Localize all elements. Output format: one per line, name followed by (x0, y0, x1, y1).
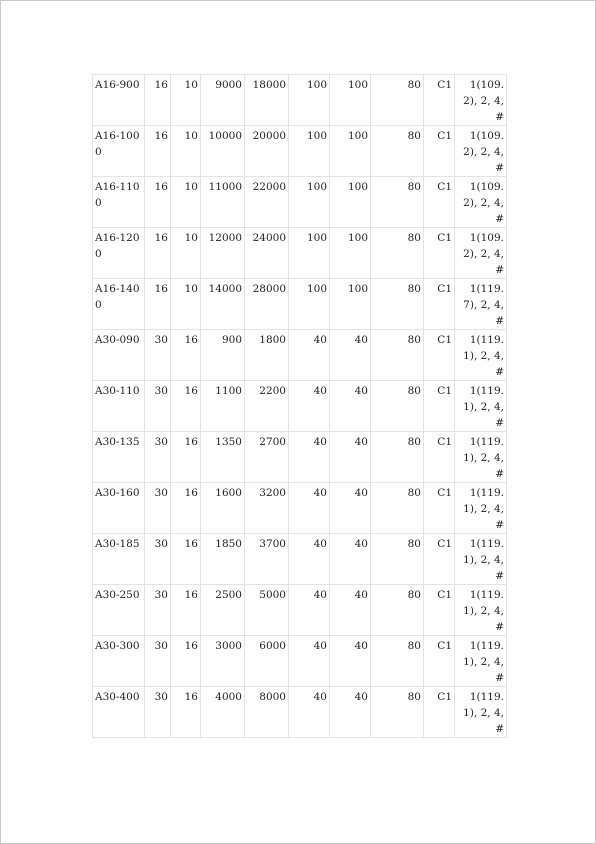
table-cell-col-2: 30 (145, 381, 171, 432)
table-cell-class: C1 (424, 585, 455, 636)
table-cell-col-6: 40 (289, 585, 330, 636)
table-cell-col-4: 1350 (201, 432, 245, 483)
table-cell-col-8: 80 (371, 585, 424, 636)
table-cell-col-2: 16 (145, 279, 171, 330)
table-cell-note: 1(119.1), 2, 4, # (455, 432, 507, 483)
table-cell-col-4: 4000 (201, 687, 245, 738)
table-cell-model: A16-1000 (93, 126, 145, 177)
table-cell-col-4: 11000 (201, 177, 245, 228)
table-cell-col-6: 100 (289, 126, 330, 177)
table-cell-col-5: 1800 (245, 330, 289, 381)
table-cell-col-4: 1100 (201, 381, 245, 432)
table-cell-col-8: 80 (371, 636, 424, 687)
table-row (93, 177, 507, 228)
table-row (93, 585, 507, 636)
table-cell-col-2: 16 (145, 228, 171, 279)
table-cell-col-4: 12000 (201, 228, 245, 279)
spec-table-body (93, 75, 507, 738)
table-cell-col-3: 16 (171, 585, 201, 636)
table-cell-col-2: 30 (145, 534, 171, 585)
table-row (93, 483, 507, 534)
table-cell-col-5: 6000 (245, 636, 289, 687)
table-cell-col-5: 8000 (245, 687, 289, 738)
table-cell-col-6: 100 (289, 228, 330, 279)
table-cell-col-7: 100 (330, 228, 371, 279)
table-cell-col-3: 10 (171, 126, 201, 177)
table-cell-col-7: 40 (330, 585, 371, 636)
table-cell-col-6: 40 (289, 636, 330, 687)
table-cell-col-2: 30 (145, 330, 171, 381)
table-cell-col-3: 10 (171, 279, 201, 330)
table-cell-class: C1 (424, 228, 455, 279)
table-row (93, 687, 507, 738)
table-cell-class: C1 (424, 432, 455, 483)
table-cell-class: C1 (424, 177, 455, 228)
table-cell-col-2: 30 (145, 483, 171, 534)
table-cell-model: A30-110 (93, 381, 145, 432)
table-cell-col-7: 40 (330, 381, 371, 432)
table-cell-col-4: 1850 (201, 534, 245, 585)
table-cell-col-3: 10 (171, 228, 201, 279)
table-cell-col-2: 30 (145, 432, 171, 483)
table-cell-model: A30-090 (93, 330, 145, 381)
table-cell-note: 1(109.2), 2, 4, # (455, 126, 507, 177)
table-cell-note: 1(119.1), 2, 4, # (455, 687, 507, 738)
table-cell-col-5: 22000 (245, 177, 289, 228)
table-cell-col-8: 80 (371, 228, 424, 279)
table-cell-col-8: 80 (371, 75, 424, 126)
table-cell-col-6: 40 (289, 687, 330, 738)
table-cell-class: C1 (424, 126, 455, 177)
table-cell-col-4: 1600 (201, 483, 245, 534)
table-cell-model: A30-300 (93, 636, 145, 687)
table-cell-col-8: 80 (371, 687, 424, 738)
table-cell-col-8: 80 (371, 177, 424, 228)
table-cell-col-4: 9000 (201, 75, 245, 126)
table-cell-note: 1(119.1), 2, 4, # (455, 636, 507, 687)
table-cell-col-6: 100 (289, 75, 330, 126)
table-cell-class: C1 (424, 381, 455, 432)
table-cell-class: C1 (424, 279, 455, 330)
table-row (93, 126, 507, 177)
table-cell-col-6: 40 (289, 483, 330, 534)
table-cell-col-4: 2500 (201, 585, 245, 636)
table-cell-col-7: 100 (330, 279, 371, 330)
table-cell-col-3: 10 (171, 75, 201, 126)
table-cell-col-5: 3700 (245, 534, 289, 585)
table-cell-class: C1 (424, 687, 455, 738)
table-cell-col-8: 80 (371, 126, 424, 177)
table-cell-col-8: 80 (371, 381, 424, 432)
table-cell-col-3: 16 (171, 432, 201, 483)
table-cell-col-7: 40 (330, 330, 371, 381)
table-cell-col-5: 3200 (245, 483, 289, 534)
table-cell-col-5: 20000 (245, 126, 289, 177)
table-cell-col-5: 2700 (245, 432, 289, 483)
table-cell-col-6: 40 (289, 381, 330, 432)
table-cell-col-7: 40 (330, 432, 371, 483)
table-row (93, 636, 507, 687)
table-cell-note: 1(109.2), 2, 4, # (455, 228, 507, 279)
table-row (93, 381, 507, 432)
table-cell-note: 1(119.1), 2, 4, # (455, 330, 507, 381)
table-cell-col-4: 10000 (201, 126, 245, 177)
table-cell-model: A16-1200 (93, 228, 145, 279)
table-cell-col-2: 30 (145, 687, 171, 738)
table-cell-col-8: 80 (371, 432, 424, 483)
table-cell-model: A30-400 (93, 687, 145, 738)
table-cell-note: 1(119.7), 2, 4, # (455, 279, 507, 330)
table-cell-col-3: 16 (171, 534, 201, 585)
table-cell-model: A16-1400 (93, 279, 145, 330)
table-cell-class: C1 (424, 75, 455, 126)
table-cell-note: 1(119.1), 2, 4, # (455, 534, 507, 585)
table-cell-col-5: 24000 (245, 228, 289, 279)
table-cell-col-2: 30 (145, 585, 171, 636)
table-cell-class: C1 (424, 534, 455, 585)
table-cell-col-7: 100 (330, 126, 371, 177)
table-cell-col-8: 80 (371, 534, 424, 585)
table-cell-col-2: 30 (145, 636, 171, 687)
table-cell-class: C1 (424, 636, 455, 687)
table-cell-col-5: 28000 (245, 279, 289, 330)
table-cell-col-7: 40 (330, 687, 371, 738)
table-row (93, 534, 507, 585)
table-row (93, 75, 507, 126)
table-cell-col-5: 5000 (245, 585, 289, 636)
table-cell-col-2: 16 (145, 126, 171, 177)
table-cell-model: A16-900 (93, 75, 145, 126)
table-cell-col-3: 16 (171, 687, 201, 738)
table-cell-col-2: 16 (145, 177, 171, 228)
table-row (93, 432, 507, 483)
table-cell-col-3: 16 (171, 330, 201, 381)
table-cell-model: A30-185 (93, 534, 145, 585)
table-cell-col-2: 16 (145, 75, 171, 126)
table-cell-col-6: 100 (289, 177, 330, 228)
table-cell-col-8: 80 (371, 483, 424, 534)
table-cell-col-7: 40 (330, 636, 371, 687)
table-cell-col-7: 40 (330, 483, 371, 534)
table-cell-note: 1(119.1), 2, 4, # (455, 483, 507, 534)
table-cell-note: 1(109.2), 2, 4, # (455, 177, 507, 228)
table-cell-col-4: 14000 (201, 279, 245, 330)
table-cell-col-8: 80 (371, 279, 424, 330)
table-cell-col-6: 40 (289, 432, 330, 483)
table-cell-col-3: 16 (171, 483, 201, 534)
table-row (93, 228, 507, 279)
table-cell-model: A16-1100 (93, 177, 145, 228)
table-cell-col-4: 3000 (201, 636, 245, 687)
table-cell-model: A30-250 (93, 585, 145, 636)
table-cell-note: 1(119.1), 2, 4, # (455, 381, 507, 432)
table-cell-note: 1(119.1), 2, 4, # (455, 585, 507, 636)
table-cell-class: C1 (424, 330, 455, 381)
table-cell-class: C1 (424, 483, 455, 534)
table-cell-note: 1(109.2), 2, 4, # (455, 75, 507, 126)
table-cell-model: A30-135 (93, 432, 145, 483)
table-cell-col-5: 18000 (245, 75, 289, 126)
table-cell-col-5: 2200 (245, 381, 289, 432)
table-cell-col-6: 100 (289, 279, 330, 330)
table-row (93, 330, 507, 381)
table-cell-col-6: 40 (289, 534, 330, 585)
table-cell-col-7: 40 (330, 534, 371, 585)
table-cell-col-3: 16 (171, 381, 201, 432)
table-cell-col-6: 40 (289, 330, 330, 381)
table-cell-col-4: 900 (201, 330, 245, 381)
spec-table (92, 74, 507, 738)
table-cell-col-3: 16 (171, 636, 201, 687)
table-cell-col-8: 80 (371, 330, 424, 381)
table-cell-model: A30-160 (93, 483, 145, 534)
table-cell-col-3: 10 (171, 177, 201, 228)
table-cell-col-7: 100 (330, 177, 371, 228)
table-row (93, 279, 507, 330)
table-cell-col-7: 100 (330, 75, 371, 126)
